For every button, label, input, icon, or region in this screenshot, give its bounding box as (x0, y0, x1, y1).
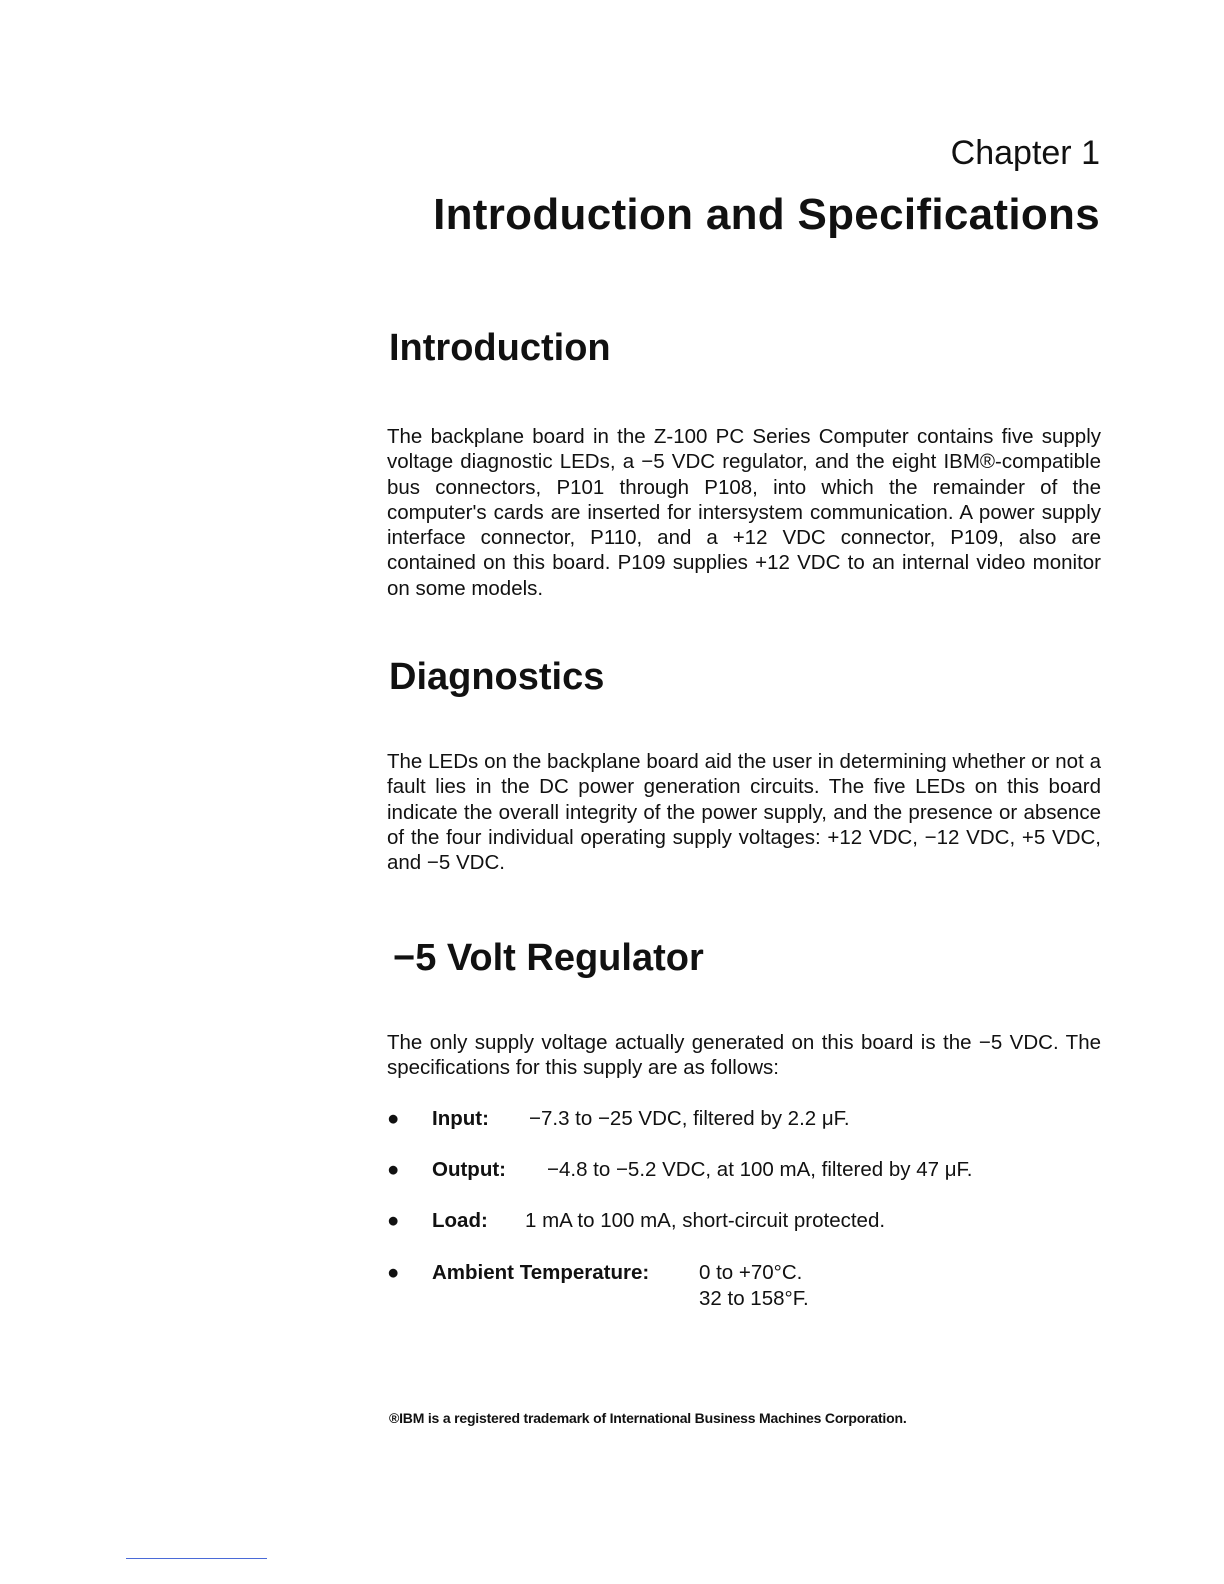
trademark-footnote: ®IBM is a registered trademark of International Business Machines Corporation. (389, 1410, 907, 1426)
spec-value: −4.8 to −5.2 VDC, at 100 mA, filtered by 47 μF. (547, 1158, 973, 1181)
bullet-icon: ● (387, 1107, 400, 1130)
bullet-icon: ● (387, 1261, 400, 1284)
spec-label: Ambient Temperature: (432, 1261, 650, 1284)
regulator-heading: −5 Volt Regulator (393, 937, 704, 979)
spec-value-secondary: 32 to 158°F. (699, 1287, 809, 1310)
spec-label: Output: (432, 1158, 506, 1181)
introduction-paragraph: The backplane board in the Z-100 PC Series Computer contains five supply voltage diagnostic LEDs, a −5 VDC regulator, and the eight IBM®-compatible bus connectors, P101 through P108, into which the remainder of the computer's cards are inserted for intersystem communication. A power supply interface connector, P110, and a +12 VDC connector, P109, also are contained on this board. P109 supplies +12 VDC to an internal video monitor on some models. (387, 425, 1101, 600)
spec-label: Load: (432, 1209, 488, 1232)
chapter-label: Chapter 1 (950, 134, 1100, 172)
diagnostics-heading: Diagnostics (389, 656, 605, 698)
spec-value: −7.3 to −25 VDC, filtered by 2.2 μF. (529, 1107, 850, 1130)
bullet-icon: ● (387, 1209, 400, 1232)
chapter-title: Introduction and Specifications (433, 190, 1100, 239)
spec-value: 1 mA to 100 mA, short-circuit protected. (525, 1209, 886, 1232)
diagnostics-paragraph: The LEDs on the backplane board aid the user in determining whether or not a fault lies in the DC power generation circuits. The five LEDs on this board indicate the overall integrity of the power supply, and the presence or absence of the four individual operating supply voltages: +12 VDC, −12 VDC, +5 VDC, and −5 VDC. (387, 750, 1101, 875)
spec-value: 0 to +70°C. (699, 1261, 803, 1284)
bottom-rule (126, 1558, 267, 1559)
introduction-heading: Introduction (389, 327, 611, 369)
regulator-paragraph: The only supply voltage actually generated on this board is the −5 VDC. The specifications for this supply are as follows: (387, 1031, 1101, 1080)
bullet-icon: ● (387, 1158, 400, 1181)
spec-label: Input: (432, 1107, 489, 1130)
